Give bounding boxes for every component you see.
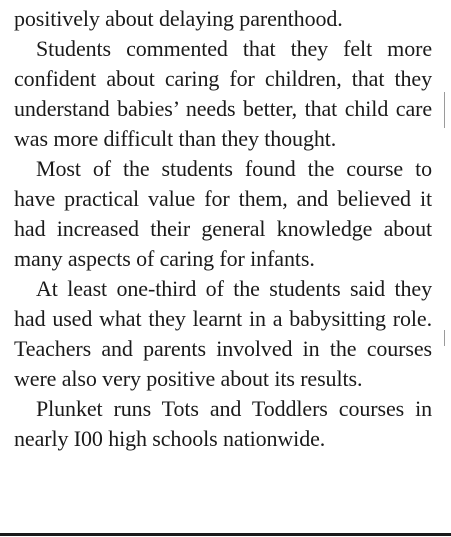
article-text <box>14 4 432 454</box>
column-edge-mark <box>444 92 445 128</box>
paragraph-practical-value: Most of the students found the course to have practical value for them, and believed it had increased their general knowledge about many aspects of caring for infants. <box>14 156 432 271</box>
paragraph-student-comments: Students commented that they felt more confident about caring for children, that they understand babies’ needs better, that child care was more difficult than they thought. <box>14 36 432 151</box>
bottom-rule <box>0 533 451 536</box>
column-edge-mark <box>444 330 445 346</box>
paragraph-plunket: Plunket runs Tots and Toddlers courses in nearly I00 high schools nationwide. <box>14 396 432 451</box>
paragraph-continued: positively about delaying parenthood. <box>14 6 343 31</box>
paragraph-babysitting: At least one-third of the students said they had used what they learnt in a babysitting role. Teachers and parents involved in the courses were also very positive about its results. <box>14 276 432 391</box>
